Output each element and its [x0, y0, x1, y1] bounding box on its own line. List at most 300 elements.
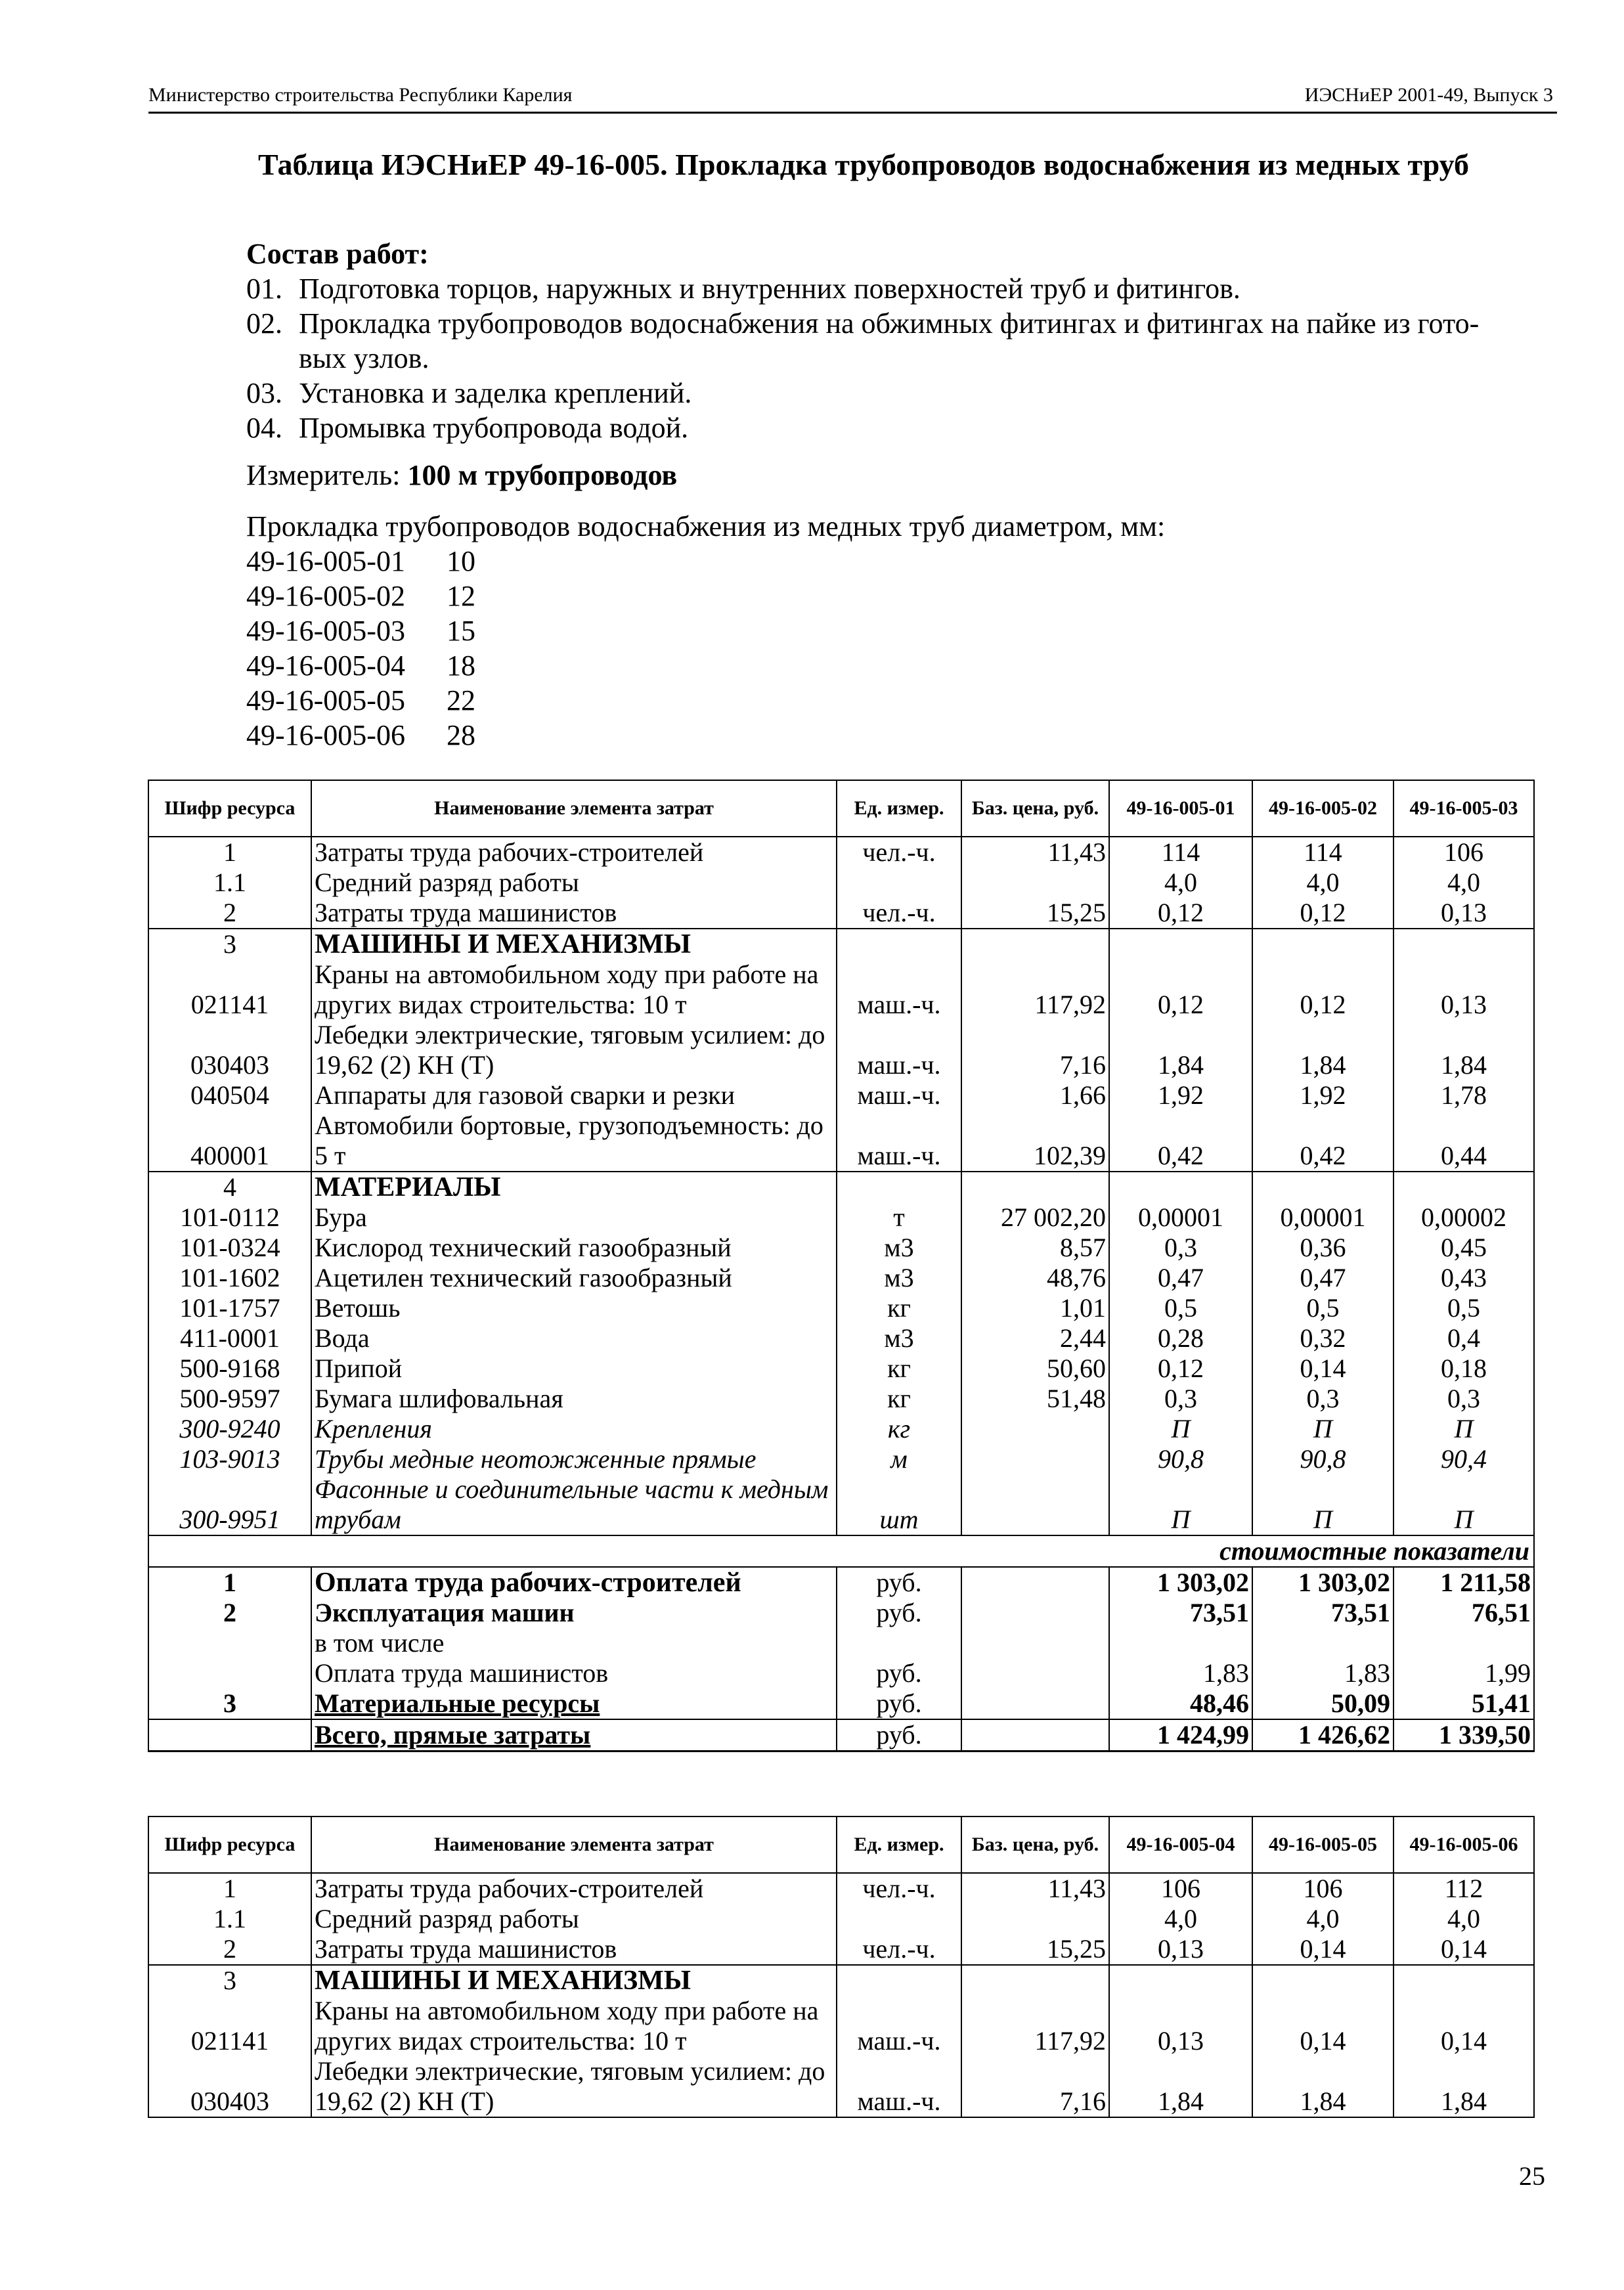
resource-code-cell: 101-1757 [148, 1293, 311, 1323]
value-cell: 112 [1394, 1873, 1534, 1904]
header-code-col: 49-16-005-03 [1394, 780, 1534, 837]
work-item [246, 410, 1560, 445]
value-cell: 1,92 [1252, 1080, 1394, 1111]
value-cell: 0,14 [1394, 1996, 1534, 2056]
cost-element-cell: Ацетилен технический газообразный [311, 1263, 837, 1293]
unit-cell: чел.-ч. [837, 1934, 961, 1965]
cost-row [148, 1688, 1534, 1719]
cost-element-cell: Всего, прямые затраты [311, 1719, 837, 1751]
value-cell: 1,84 [1394, 2056, 1534, 2117]
cost-indicators-row [148, 1535, 1534, 1567]
base-price-cell: 117,92 [961, 959, 1109, 1020]
unit-cell: м3 [837, 1263, 961, 1293]
base-price-cell [961, 868, 1109, 898]
cost-element-cell: МАТЕРИАЛЫ [311, 1172, 837, 1202]
value-cell: 4,0 [1394, 868, 1534, 898]
base-price-cell: 48,76 [961, 1263, 1109, 1293]
base-price-cell [961, 1965, 1109, 1996]
unit-cell: кг [837, 1293, 961, 1323]
diameter-intro: Прокладка трубопроводов водоснабжения из медных труб диаметром, мм: [246, 510, 1166, 542]
work-item-number: 03. [246, 377, 282, 409]
value-cell: П [1394, 1474, 1534, 1535]
cost-element-cell: Краны на автомобильном ходу при работе на других видах строительства: 10 т [311, 959, 837, 1020]
table-row [148, 1934, 1534, 1965]
value-cell: 0,12 [1109, 1354, 1252, 1384]
value-cell: 0,42 [1252, 1111, 1394, 1172]
resource-code-cell [148, 1658, 311, 1688]
resource-code-cell: 500-9168 [148, 1354, 311, 1384]
value-cell: 1,83 [1109, 1658, 1252, 1688]
work-item-continuation: вых узлов. [299, 342, 429, 374]
value-cell: 0,47 [1252, 1263, 1394, 1293]
diameter-value: 18 [447, 650, 475, 682]
resource-code-cell: 300-9240 [148, 1414, 311, 1444]
cost-element-cell: Эксплуатация машин [311, 1598, 837, 1628]
work-item-number: 01. [246, 273, 282, 305]
cost-element-cell: в том числе [311, 1628, 837, 1658]
value-cell [1109, 1172, 1252, 1202]
value-cell: 0,12 [1109, 898, 1252, 929]
cost-element-cell: Средний разряд работы [311, 868, 837, 898]
table-row [148, 1020, 1534, 1080]
cost-element-cell: Вода [311, 1323, 837, 1354]
table-row [148, 1202, 1534, 1233]
base-price-cell [961, 1444, 1109, 1474]
table-row [148, 929, 1534, 959]
cost-element-cell: МАШИНЫ И МЕХАНИЗМЫ [311, 1965, 837, 1996]
resource-code-cell: 101-1602 [148, 1263, 311, 1293]
code-row [246, 579, 1560, 613]
base-price-cell [961, 1474, 1109, 1535]
cost-element-cell: Бумага шлифовальная [311, 1384, 837, 1414]
work-item-number: 04. [246, 412, 282, 444]
unit-cell: кг [837, 1414, 961, 1444]
value-cell [1252, 1965, 1394, 1996]
value-cell [1394, 929, 1534, 959]
unit-cell: маш.-ч. [837, 1080, 961, 1111]
code-row [246, 648, 1560, 683]
header-resource-code: Шифр ресурса [148, 1817, 311, 1873]
header-rule [148, 112, 1557, 114]
diameter-value: 12 [447, 580, 475, 612]
cost-element-cell: Краны на автомобильном ходу при работе на других видах строительства: 10 т [311, 1996, 837, 2056]
cost-element-cell: Средний разряд работы [311, 1904, 837, 1934]
cost-row [148, 1628, 1534, 1658]
value-cell: 114 [1109, 837, 1252, 868]
table-row [148, 1080, 1534, 1111]
table-row [148, 1444, 1534, 1474]
value-cell: 0,3 [1252, 1384, 1394, 1414]
work-item-number: 02. [246, 307, 282, 340]
unit-cell: м [837, 1444, 961, 1474]
value-cell: П [1394, 1414, 1534, 1444]
cost-element-cell: Лебедки электрические, тяговым усилием: до 19,62 (2) КН (Т) [311, 1020, 837, 1080]
value-cell: 0,13 [1394, 959, 1534, 1020]
cost-element-cell: Оплата труда рабочих-строителей [311, 1567, 837, 1598]
value-cell: П [1109, 1414, 1252, 1444]
resource-code-cell: 300-9951 [148, 1474, 311, 1535]
cost-element-cell: Припой [311, 1354, 837, 1384]
unit-cell: маш.-ч. [837, 2056, 961, 2117]
value-cell: 0,36 [1252, 1233, 1394, 1263]
meter-label: Измеритель: [246, 459, 401, 491]
resource-code-cell [148, 1719, 311, 1751]
unit-cell: руб. [837, 1567, 961, 1598]
value-cell [1252, 1172, 1394, 1202]
resource-code-cell: 2 [148, 1598, 311, 1628]
unit-cell [837, 1904, 961, 1934]
value-cell: 1,84 [1252, 2056, 1394, 2117]
table-title: Таблица ИЭСНиЕР 49-16-005. Прокладка трубопроводов водоснабжения из медных труб [257, 148, 1470, 181]
unit-cell [837, 929, 961, 959]
resource-code-cell: 2 [148, 898, 311, 929]
value-cell: 0,13 [1109, 1996, 1252, 2056]
header-code-col: 49-16-005-02 [1252, 780, 1394, 837]
resource-code-cell: 3 [148, 1688, 311, 1719]
value-cell [1252, 929, 1394, 959]
table-row [148, 837, 1534, 868]
resource-code-cell: 101-0324 [148, 1233, 311, 1263]
work-item-text: Промывка трубопровода водой. [299, 412, 689, 444]
header-resource-code: Шифр ресурса [148, 780, 311, 837]
resource-code-cell: 103-9013 [148, 1444, 311, 1474]
header-ministry: Министерство строительства Республики Карелия [148, 84, 573, 106]
table-row [148, 1414, 1534, 1444]
resource-code-cell: 1.1 [148, 1904, 311, 1934]
unit-cell [837, 1172, 961, 1202]
value-cell [1109, 929, 1252, 959]
value-cell: 0,44 [1394, 1111, 1534, 1172]
base-price-cell: 11,43 [961, 1873, 1109, 1904]
code-value: 49-16-005-01 [246, 545, 405, 577]
unit-cell: руб. [837, 1688, 961, 1719]
value-cell: 106 [1394, 837, 1534, 868]
work-composition [246, 236, 1560, 445]
value-cell: 0,5 [1394, 1293, 1534, 1323]
cost-element-cell: МАШИНЫ И МЕХАНИЗМЫ [311, 929, 837, 959]
code-value: 49-16-005-04 [246, 650, 405, 682]
value-cell: 73,51 [1252, 1598, 1394, 1628]
base-price-cell: 51,48 [961, 1384, 1109, 1414]
value-cell: 0,14 [1252, 1934, 1394, 1965]
value-cell: 48,46 [1109, 1688, 1252, 1719]
resource-code-cell: 500-9597 [148, 1384, 311, 1414]
cost-element-cell: Аппараты для газовой сварки и резки [311, 1080, 837, 1111]
code-list [246, 544, 1560, 753]
value-cell: 0,12 [1252, 959, 1394, 1020]
value-cell: 0,47 [1109, 1263, 1252, 1293]
resource-code-cell: 021141 [148, 959, 311, 1020]
value-cell: 0,3 [1109, 1384, 1252, 1414]
cost-element-cell: Затраты труда рабочих-строителей [311, 837, 837, 868]
value-cell: 0,00002 [1394, 1202, 1534, 1233]
value-cell: 1 339,50 [1394, 1719, 1534, 1751]
work-item [246, 271, 1560, 306]
value-cell: 73,51 [1109, 1598, 1252, 1628]
value-cell [1394, 1628, 1534, 1658]
table-row [148, 1111, 1534, 1172]
value-cell: 1 303,02 [1252, 1567, 1394, 1598]
header-cost-element: Наименование элемента затрат [311, 780, 837, 837]
unit-cell: м3 [837, 1323, 961, 1354]
resource-code-cell: 1 [148, 1873, 311, 1904]
header-base-price: Баз. цена, руб. [961, 780, 1109, 837]
unit-cell [837, 1965, 961, 1996]
table-row [148, 868, 1534, 898]
code-value: 49-16-005-03 [246, 615, 405, 647]
base-price-cell [961, 929, 1109, 959]
value-cell: 1,83 [1252, 1658, 1394, 1688]
value-cell [1252, 1628, 1394, 1658]
value-cell: П [1109, 1474, 1252, 1535]
value-cell: 4,0 [1252, 868, 1394, 898]
value-cell: 0,13 [1394, 898, 1534, 929]
resource-code-cell: 021141 [148, 1996, 311, 2056]
cost-indicators-label: стоимостные показатели [148, 1535, 1534, 1567]
value-cell: 0,14 [1394, 1934, 1534, 1965]
header-unit: Ед. измер. [837, 1817, 961, 1873]
base-price-cell: 11,43 [961, 837, 1109, 868]
cost-element-cell: Трубы медные неотожженные прямые [311, 1444, 837, 1474]
value-cell: 0,18 [1394, 1354, 1534, 1384]
value-cell: 1,84 [1109, 2056, 1252, 2117]
diameter-value: 28 [447, 719, 475, 751]
cost-element-cell: Лебедки электрические, тяговым усилием: до 19,62 (2) КН (Т) [311, 2056, 837, 2117]
value-cell: 114 [1252, 837, 1394, 868]
value-cell: 1,78 [1394, 1080, 1534, 1111]
value-cell: 106 [1252, 1873, 1394, 1904]
base-price-cell [961, 1414, 1109, 1444]
resource-code-cell: 400001 [148, 1111, 311, 1172]
cost-element-cell: Ветошь [311, 1293, 837, 1323]
unit-cell: т [837, 1202, 961, 1233]
value-cell: 0,32 [1252, 1323, 1394, 1354]
header-code-col: 49-16-005-05 [1252, 1817, 1394, 1873]
table-row [148, 1474, 1534, 1535]
base-price-cell [961, 1719, 1109, 1751]
resource-code-cell: 040504 [148, 1080, 311, 1111]
value-cell: 0,5 [1109, 1293, 1252, 1323]
code-row [246, 718, 1560, 753]
resource-code-cell: 2 [148, 1934, 311, 1965]
value-cell: 4,0 [1394, 1904, 1534, 1934]
unit-cell: кг [837, 1384, 961, 1414]
resource-code-cell: 1.1 [148, 868, 311, 898]
value-cell: 0,13 [1109, 1934, 1252, 1965]
value-cell: 4,0 [1252, 1904, 1394, 1934]
value-cell: 0,3 [1394, 1384, 1534, 1414]
cost-element-cell: Затраты труда машинистов [311, 898, 837, 929]
unit-cell [837, 868, 961, 898]
cost-element-cell: Крепления [311, 1414, 837, 1444]
value-cell: 0,12 [1109, 959, 1252, 1020]
base-price-cell: 2,44 [961, 1323, 1109, 1354]
base-price-cell [961, 1628, 1109, 1658]
base-price-cell [961, 1904, 1109, 1934]
value-cell: 90,8 [1109, 1444, 1252, 1474]
resource-code-cell: 3 [148, 929, 311, 959]
base-price-cell: 1,66 [961, 1080, 1109, 1111]
cost-element-cell: Фасонные и соединительные части к медным трубам [311, 1474, 837, 1535]
base-price-cell [961, 1688, 1109, 1719]
base-price-cell: 8,57 [961, 1233, 1109, 1263]
value-cell: 0,28 [1109, 1323, 1252, 1354]
value-cell: П [1252, 1414, 1394, 1444]
resource-code-cell: 1 [148, 837, 311, 868]
work-item [246, 376, 1560, 410]
unit-cell: шт [837, 1474, 961, 1535]
unit-cell: руб. [837, 1719, 961, 1751]
base-price-cell: 117,92 [961, 1996, 1109, 2056]
value-cell: 76,51 [1394, 1598, 1534, 1628]
base-price-cell: 50,60 [961, 1354, 1109, 1384]
header-base-price: Баз. цена, руб. [961, 1817, 1109, 1873]
base-price-cell: 1,01 [961, 1293, 1109, 1323]
base-price-cell: 27 002,20 [961, 1202, 1109, 1233]
diameter-list [246, 509, 1560, 753]
diameter-value: 22 [447, 684, 475, 716]
value-cell: 0,42 [1109, 1111, 1252, 1172]
table-row [148, 959, 1534, 1020]
value-cell: 1 211,58 [1394, 1567, 1534, 1598]
resource-code-cell [148, 1628, 311, 1658]
cost-row [148, 1567, 1534, 1598]
header-unit: Ед. измер. [837, 780, 961, 837]
value-cell: 50,09 [1252, 1688, 1394, 1719]
code-value: 49-16-005-02 [246, 580, 405, 612]
cost-row [148, 1658, 1534, 1688]
resource-code-cell: 3 [148, 1965, 311, 1996]
base-price-cell: 15,25 [961, 1934, 1109, 1965]
resource-code-cell: 101-0112 [148, 1202, 311, 1233]
value-cell: 90,4 [1394, 1444, 1534, 1474]
header-document-code: ИЭСНиЕР 2001-49, Выпуск 3 [1304, 84, 1553, 106]
unit-cell: маш.-ч. [837, 1020, 961, 1080]
table-row [148, 1965, 1534, 1996]
unit-cell: м3 [837, 1233, 961, 1263]
unit-cell: чел.-ч. [837, 898, 961, 929]
unit-cell: чел.-ч. [837, 837, 961, 868]
resource-code-cell: 4 [148, 1172, 311, 1202]
unit-cell: руб. [837, 1658, 961, 1688]
value-cell: 1 426,62 [1252, 1719, 1394, 1751]
table-row [148, 1904, 1534, 1934]
code-value: 49-16-005-06 [246, 719, 405, 751]
unit-cell: маш.-ч. [837, 1111, 961, 1172]
cost-element-cell: Кислород технический газообразный [311, 1233, 837, 1263]
base-price-cell: 7,16 [961, 2056, 1109, 2117]
table-row [148, 1323, 1534, 1354]
value-cell: 4,0 [1109, 1904, 1252, 1934]
diameter-value: 15 [447, 615, 475, 647]
resource-code-cell: 1 [148, 1567, 311, 1598]
header-code-col: 49-16-005-06 [1394, 1817, 1534, 1873]
base-price-cell [961, 1567, 1109, 1598]
cost-element-cell: Материальные ресурсы [311, 1688, 837, 1719]
value-cell: 1,84 [1252, 1020, 1394, 1080]
diameter-value: 10 [447, 545, 475, 577]
value-cell: 4,0 [1109, 868, 1252, 898]
table-row [148, 2056, 1534, 2117]
cost-element-cell: Затраты труда рабочих-строителей [311, 1873, 837, 1904]
base-price-cell: 102,39 [961, 1111, 1109, 1172]
value-cell: 0,00001 [1109, 1202, 1252, 1233]
unit-cell [837, 1628, 961, 1658]
value-cell: 90,8 [1252, 1444, 1394, 1474]
table-row [148, 898, 1534, 929]
value-cell: 1,99 [1394, 1658, 1534, 1688]
meter-line [246, 458, 1560, 493]
cost-row [148, 1719, 1534, 1751]
value-cell: 1,84 [1394, 1020, 1534, 1080]
code-row [246, 544, 1560, 579]
base-price-cell [961, 1598, 1109, 1628]
resource-code-cell: 030403 [148, 1020, 311, 1080]
table-row [148, 1384, 1534, 1414]
value-cell: 106 [1109, 1873, 1252, 1904]
table-row [148, 1233, 1534, 1263]
table-row [148, 1172, 1534, 1202]
value-cell: 0,3 [1109, 1233, 1252, 1263]
value-cell: 0,43 [1394, 1263, 1534, 1293]
work-item-text: Прокладка трубопроводов водоснабжения на обжимных фитингах и фитингах на пайке из гото- [299, 307, 1480, 340]
table-row [148, 1354, 1534, 1384]
meter-value: 100 м трубопроводов [407, 459, 678, 491]
value-cell: 0,14 [1252, 1354, 1394, 1384]
value-cell: 0,45 [1394, 1233, 1534, 1263]
base-price-cell [961, 1658, 1109, 1688]
work-item [246, 306, 1560, 341]
header-cost-element: Наименование элемента затрат [311, 1817, 837, 1873]
table-row [148, 1263, 1534, 1293]
cost-element-cell: Бура [311, 1202, 837, 1233]
value-cell: 0,14 [1252, 1996, 1394, 2056]
work-item-text: Установка и заделка креплений. [299, 377, 692, 409]
value-cell: 0,12 [1252, 898, 1394, 929]
value-cell: 1 424,99 [1109, 1719, 1252, 1751]
cost-element-cell: Затраты труда машинистов [311, 1934, 837, 1965]
value-cell: 1 303,02 [1109, 1567, 1252, 1598]
value-cell: 0,00001 [1252, 1202, 1394, 1233]
unit-cell: маш.-ч. [837, 1996, 961, 2056]
resource-table-1 [148, 780, 1535, 1752]
value-cell [1109, 1628, 1252, 1658]
base-price-cell: 7,16 [961, 1020, 1109, 1080]
header-code-col: 49-16-005-04 [1109, 1817, 1252, 1873]
work-item-text: Подготовка торцов, наружных и внутренних поверхностей труб и фитингов. [299, 273, 1240, 305]
value-cell: 1,84 [1109, 1020, 1252, 1080]
unit-cell: руб. [837, 1598, 961, 1628]
code-value: 49-16-005-05 [246, 684, 405, 716]
work-heading: Состав работ: [246, 238, 429, 270]
header-code-col: 49-16-005-01 [1109, 780, 1252, 837]
value-cell [1109, 1965, 1252, 1996]
unit-cell: кг [837, 1354, 961, 1384]
value-cell: 51,41 [1394, 1688, 1534, 1719]
table-row [148, 1873, 1534, 1904]
page-number: 25 [1519, 2161, 1545, 2191]
table-row [148, 1996, 1534, 2056]
value-cell: П [1252, 1474, 1394, 1535]
code-row [246, 613, 1560, 648]
base-price-cell [961, 1172, 1109, 1202]
value-cell [1394, 1965, 1534, 1996]
cost-element-cell: Автомобили бортовые, грузоподъемность: до 5 т [311, 1111, 837, 1172]
unit-cell: чел.-ч. [837, 1873, 961, 1904]
code-row [246, 683, 1560, 718]
base-price-cell: 15,25 [961, 898, 1109, 929]
value-cell: 1,92 [1109, 1080, 1252, 1111]
